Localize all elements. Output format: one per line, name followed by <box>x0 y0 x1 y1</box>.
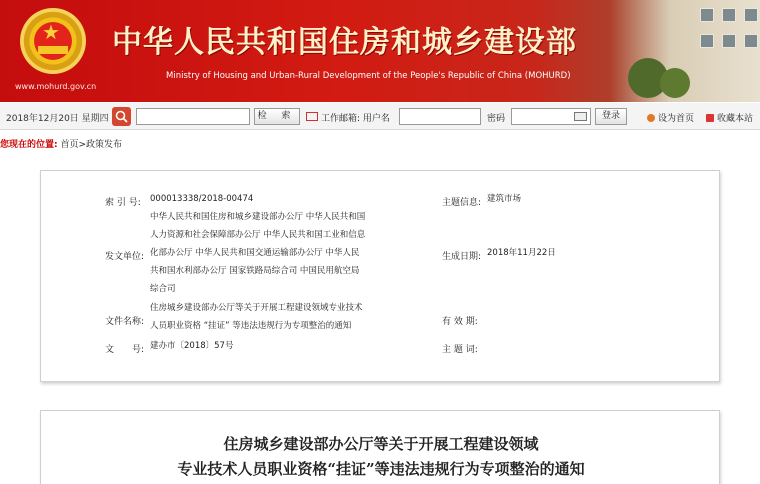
issuer-line: 化部办公厅 中华人民共和国交通运输部办公厅 中华人民 <box>150 248 360 258</box>
building-window <box>744 8 758 22</box>
date-label: 生成日期: <box>442 252 482 262</box>
keyboard-icon[interactable] <box>574 112 587 121</box>
date-value: 2018年11月22日 <box>487 248 556 258</box>
site-url: www.mohurd.gov.cn <box>15 82 97 91</box>
national-emblem-logo[interactable] <box>20 8 86 74</box>
filename-label: 文件名称: <box>105 317 145 327</box>
tree <box>660 68 690 98</box>
site-title-cn: 中华人民共和国住房和城乡建设部 <box>112 25 577 60</box>
issuer-line: 综合司 <box>150 284 176 294</box>
search-icon[interactable] <box>112 107 131 126</box>
issuer-value <box>150 208 400 298</box>
document-metadata-panel <box>40 170 720 382</box>
filename-value <box>150 299 400 335</box>
password-label: 密码 <box>487 114 506 124</box>
mail-icon <box>306 112 318 121</box>
breadcrumb <box>0 137 122 150</box>
document-title-line1: 住房城乡建设部办公厅等关于开展工程建设领域 <box>223 435 539 453</box>
current-date: 2018年12月20日 星期四 <box>6 114 109 124</box>
home-icon <box>647 114 655 122</box>
validity-label: 有 效 期: <box>442 317 478 327</box>
username-label: 工作邮箱: 用户名 <box>321 114 390 124</box>
building-window <box>722 8 736 22</box>
add-favorite-link[interactable] <box>706 111 753 124</box>
building-window <box>744 34 758 48</box>
index-label: 索 引 号: <box>105 198 141 208</box>
filename-line: 住房城乡建设部办公厅等关于开展工程建设领域专业技术 <box>150 303 363 313</box>
topic-value: 建筑市场 <box>487 194 522 204</box>
search-button[interactable]: 检 索 <box>254 108 300 125</box>
topic-label: 主题信息: <box>442 198 482 208</box>
top-toolbar <box>0 103 760 130</box>
issuer-line: 人力资源和社会保障部办公厅 中华人民共和国工业和信息 <box>150 230 366 240</box>
breadcrumb-label: 您现在的位置: <box>0 140 58 150</box>
index-value: 000013338/2018-00474 <box>150 194 254 204</box>
gate-icon <box>38 46 68 54</box>
star-icon: ★ <box>42 20 60 44</box>
username-input[interactable] <box>399 108 481 125</box>
set-homepage-link[interactable] <box>647 111 694 124</box>
header-banner <box>0 0 760 102</box>
issuer-line: 中华人民共和国住房和城乡建设部办公厅 中华人民共和国 <box>150 212 366 222</box>
building-window <box>700 34 714 48</box>
filename-line: 人员职业资格 “挂证” 等违法违规行为专项整治的通知 <box>150 321 352 331</box>
issuer-label: 发文单位: <box>105 252 145 262</box>
add-favorite-label: 收藏本站 <box>717 114 754 124</box>
docno-label: 文 号: <box>105 345 145 355</box>
document-title-panel <box>40 410 720 484</box>
set-homepage-label: 设为首页 <box>658 114 695 124</box>
document-title-line2: 专业技术人员职业资格“挂证”等违法违规行为专项整治的通知 <box>177 460 585 478</box>
breadcrumb-path[interactable]: 首页>政策发布 <box>60 140 123 150</box>
building-window <box>722 34 736 48</box>
favorite-icon <box>706 114 714 122</box>
login-button[interactable]: 登录 <box>595 108 627 125</box>
search-input[interactable] <box>136 108 250 125</box>
building-window <box>700 8 714 22</box>
site-title-en: Ministry of Housing and Urban-Rural Development of the People's Republic of China (MOHURD) <box>166 71 571 81</box>
subject-label: 主 题 词: <box>442 345 478 355</box>
docno-value: 建办市〔2018〕57号 <box>150 341 234 351</box>
issuer-line: 共和国水利部办公厅 国家铁路局综合司 中国民用航空局 <box>150 266 360 276</box>
